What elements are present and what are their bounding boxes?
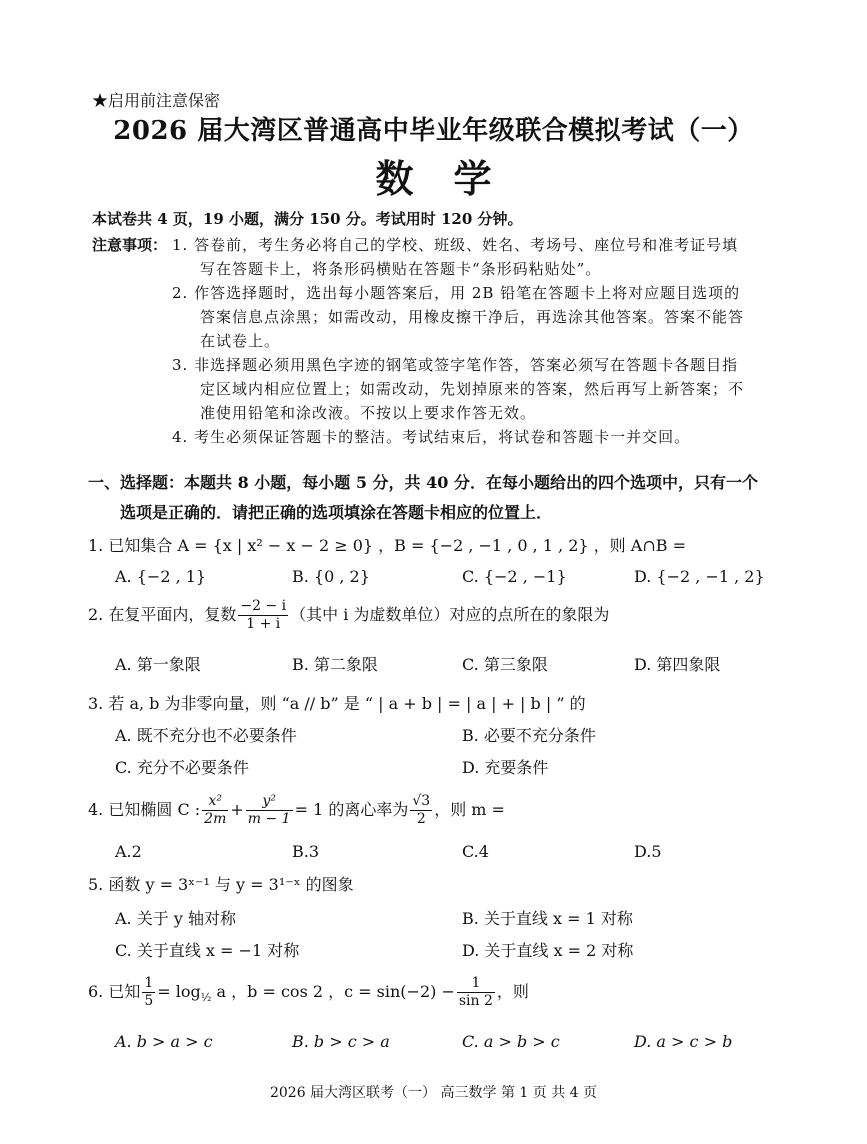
- q2-suffix: （其中 i 为虚数单位）对应的点所在的象限为: [290, 605, 610, 624]
- q4-frac2-den: m − 1: [247, 811, 291, 827]
- question-1: 1. 已知集合 A = {x | x² − x − 2 ≥ 0} ，B = {−2 , −1 , 0 , 1 , 2} ，则 A∩B =: [88, 536, 686, 555]
- q4-option-b: B.3: [292, 842, 320, 861]
- q4-fraction-x: [202, 793, 228, 828]
- q4-frac1-den: 2m: [204, 811, 227, 827]
- q6-fraction-2: [457, 975, 495, 1010]
- q6-frac1-num: 1: [144, 975, 154, 991]
- q4-option-a: A.2: [115, 842, 142, 861]
- q6-frac2-den: sin 2: [458, 993, 493, 1009]
- note-line: 写在答题卡上，将条形码横贴在答题卡“条形码粘贴处”。: [200, 260, 602, 278]
- q3-option-d: D. 充要条件: [462, 758, 549, 777]
- question-3: 3. 若 a, b 为非零向量，则 “a // b” 是 “ | a + b | = | a | + | b | ” 的: [88, 694, 586, 713]
- q4-mid: = 1 的离心率为: [294, 800, 409, 819]
- q5-option-a: A. 关于 y 轴对称: [115, 909, 236, 928]
- q6-log-base: ½: [200, 991, 212, 1005]
- question-4: [88, 793, 505, 828]
- q6-option-a: A. b > a > c: [115, 1032, 213, 1051]
- section-heading: 一、选择题：本题共 8 小题，每小题 5 分，共 40 分．在每小题给出的四个选项中，只有一个: [88, 473, 758, 492]
- section-heading-cont: 选项是正确的．请把正确的选项填涂在答题卡相应的位置上．: [120, 503, 553, 522]
- note-line: 在试卷上。: [200, 332, 281, 350]
- q1-option-d: D. {−2 , −1 , 2}: [634, 567, 765, 586]
- q2-prefix: 2. 在复平面内，复数: [88, 605, 237, 624]
- q6-mid1: = log: [157, 982, 201, 1001]
- note-line: 答案信息点涂黑；如需改动，用橡皮擦干净后，再选涂其他答案。答案不能答: [200, 308, 745, 326]
- q4-option-c: C.4: [462, 842, 489, 861]
- note-line: 3. 非选择题必须用黑色字迹的钢笔或签字笔作答，答案必须写在答题卡各题目指: [172, 356, 739, 374]
- q1-option-a: A. {−2 , 1}: [115, 567, 207, 586]
- note-line: 4. 考生必须保证答题卡的整洁。考试结束后，将试卷和答题卡一并交回。: [172, 428, 691, 446]
- question-6: [88, 975, 529, 1010]
- exam-title: 2026 届大湾区普通高中毕业年级联合模拟考试（一）: [113, 116, 754, 146]
- confidential-notice: ★启用前注意保密: [92, 91, 221, 110]
- q5-option-b: B. 关于直线 x = 1 对称: [462, 909, 633, 928]
- q6-frac1-den: 5: [144, 993, 154, 1009]
- q2-option-a: A. 第一象限: [115, 655, 201, 674]
- q5-option-c: C. 关于直线 x = −1 对称: [115, 941, 300, 960]
- q2-option-d: D. 第四象限: [634, 655, 721, 674]
- q4-plus: +: [230, 800, 244, 819]
- q2-option-b: B. 第二象限: [292, 655, 378, 674]
- q1-option-c: C. {−2 , −1}: [462, 567, 567, 586]
- q3-option-c: C. 充分不必要条件: [115, 758, 249, 777]
- q6-option-b: B. b > c > a: [292, 1032, 390, 1051]
- q4-prefix: 4. 已知椭圆 C :: [88, 800, 201, 819]
- q4-frac3-den: 2: [416, 811, 426, 827]
- q6-option-d: D. a > c > b: [634, 1032, 733, 1051]
- q3-option-a: A. 既不充分也不必要条件: [115, 726, 297, 745]
- question-5: 5. 函数 y = 3ˣ⁻¹ 与 y = 3¹⁻ˣ 的图象: [88, 875, 354, 894]
- q4-frac2-num: y²: [246, 793, 293, 811]
- q6-frac2-num: 1: [457, 975, 495, 993]
- q2-option-c: C. 第三象限: [462, 655, 548, 674]
- q2-frac-num: −2 − i: [240, 598, 287, 614]
- q3-option-b: B. 必要不充分条件: [462, 726, 596, 745]
- q4-frac1-num: x²: [202, 793, 228, 811]
- page-footer: 2026 届大湾区联考（一） 高三数学 第 1 页 共 4 页: [269, 1085, 598, 1101]
- q6-option-c: C. a > b > c: [462, 1032, 560, 1051]
- question-2: [88, 598, 609, 633]
- q4-suffix: ，则 m =: [434, 800, 505, 819]
- q6-prefix: 6. 已知: [88, 982, 141, 1001]
- q5-option-d: D. 关于直线 x = 2 对称: [462, 941, 634, 960]
- note-line: 定区域内相应位置上；如需改动，先划掉原来的答案，然后再写上新答案；不: [200, 380, 745, 398]
- notes-label: 注意事项：: [92, 236, 168, 254]
- note-line: 准使用铅笔和涂改液。不按以上要求作答无效。: [200, 404, 537, 422]
- q2-frac-den: 1 + i: [246, 616, 281, 632]
- note-line: 1. 答卷前，考生务必将自己的学校、班级、姓名、考场号、座位号和准考证号填: [172, 236, 739, 254]
- q6-fraction-1: [142, 975, 155, 1010]
- exam-info: 本试卷共 4 页，19 小题，满分 150 分。考试用时 120 分钟。: [92, 210, 523, 228]
- q6-suffix: ，则: [496, 982, 529, 1001]
- q2-fraction: [238, 598, 288, 633]
- q4-fraction-e: [410, 793, 432, 828]
- q4-fraction-y: [246, 793, 293, 828]
- q4-frac3-num: √3: [412, 793, 431, 809]
- q6-mid2: a ，b = cos 2 ，c = sin(−2) −: [211, 982, 455, 1001]
- note-line: 2. 作答选择题时，选出每小题答案后，用 2B 铅笔在答题卡上将对应题目选项的: [172, 284, 741, 302]
- q4-option-d: D.5: [634, 842, 662, 861]
- subject-title: 数学: [375, 156, 532, 201]
- q1-option-b: B. {0 , 2}: [292, 567, 370, 586]
